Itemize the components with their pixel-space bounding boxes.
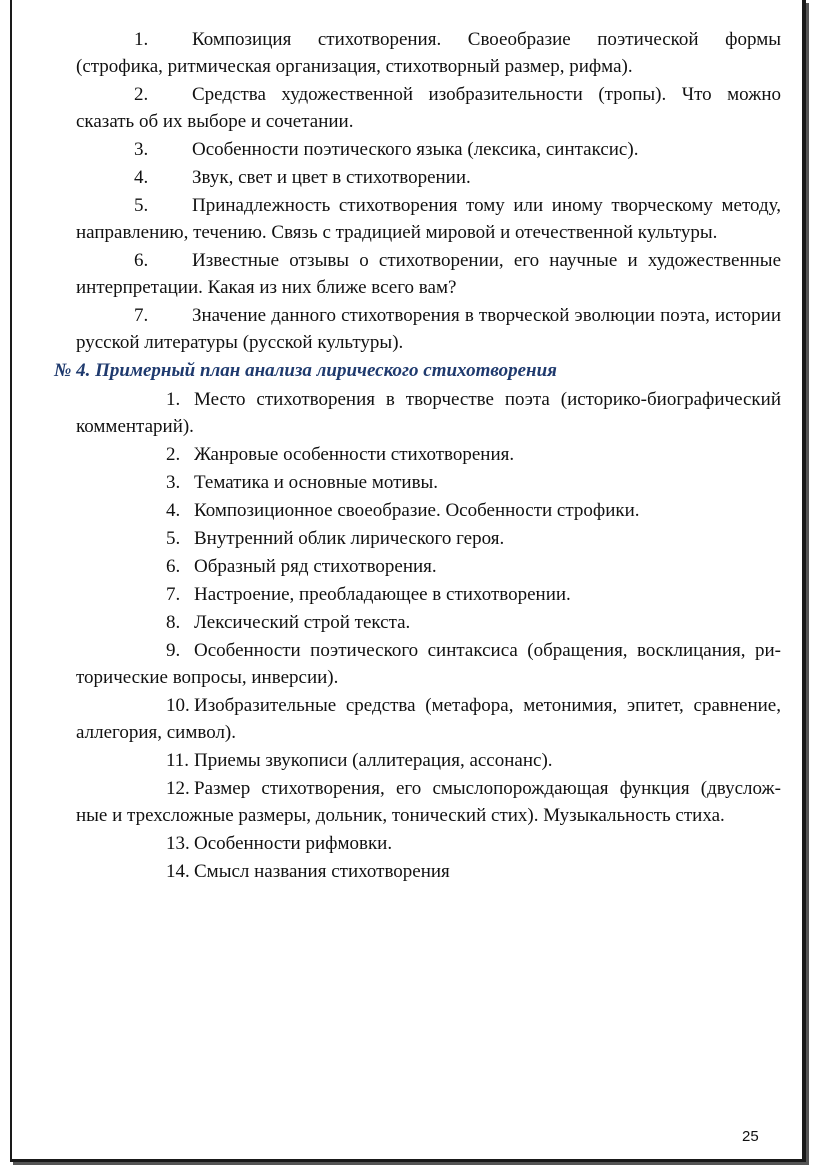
plan-item: 9. Особенности поэтического синтаксиса (обращения, восклицания, ри- торические вопросы, инверсии). bbox=[76, 640, 781, 688]
plan-item: 13. Особенности рифмовки. bbox=[166, 833, 393, 854]
plan-item: 3. Тематика и основные мотивы. bbox=[166, 472, 439, 493]
list-item: 5. Принадлежность стихотворения тому или иному творческому методу, направлению, течению. Связь с традицией мировой и отечественной культуры. bbox=[76, 195, 781, 243]
plan-item: 12. Размер стихотворения, его смыслопорождающая функция (двуслож- ные и трехсложные размеры, дольник, тонический стих). Музыкальность стиха. bbox=[76, 778, 781, 826]
section-heading: № 4. Примерный план анализа лирического стихотворения bbox=[54, 360, 557, 381]
document-page bbox=[10, 0, 806, 1162]
plan-item: 1. Место стихотворения в творчестве поэта (историко-биографический комментарий). bbox=[76, 389, 781, 437]
plan-item: 2. Жанровые особенности стихотворения. bbox=[166, 444, 515, 465]
plan-item: 5. Внутренний облик лирического героя. bbox=[166, 528, 505, 549]
list-item: 3. Особенности поэтического языка (лексика, синтаксис). bbox=[134, 139, 639, 160]
plan-item: 8. Лексический строй текста. bbox=[166, 612, 411, 633]
list-item: 1. Композиция стихотворения. Своеобразие поэтической формы (строфика, ритмическая организация, стихотворный размер, рифма). bbox=[76, 29, 781, 77]
page-content bbox=[54, 26, 781, 886]
plan-item: 6. Образный ряд стихотворения. bbox=[166, 556, 437, 577]
page-number: 25 bbox=[742, 1128, 759, 1145]
plan-item: 11. Приемы звукописи (аллитерация, ассонанс). bbox=[166, 750, 553, 771]
plan-item: 7. Настроение, преобладающее в стихотворении. bbox=[166, 584, 571, 605]
list-item: 4. Звук, свет и цвет в стихотворении. bbox=[134, 167, 471, 188]
plan-item: 14. Смысл названия стихотворения bbox=[166, 861, 450, 882]
plan-item: 10. Изобразительные средства (метафора, метонимия, эпитет, сравнение, аллегория, символ). bbox=[76, 695, 781, 743]
list-item: 7. Значение данного стихотворения в творческой эволюции поэта, истории русской литературы (русской культуры). bbox=[76, 305, 781, 353]
list-item: 2. Средства художественной изобразительности (тропы). Что можно сказать об их выборе и сочетании. bbox=[76, 84, 781, 132]
plan-item: 4. Композиционное своеобразие. Особенности строфики. bbox=[166, 500, 640, 521]
list-item: 6. Известные отзывы о стихотворении, его научные и художественные интерпретации. Какая из них ближе всего вам? bbox=[76, 250, 781, 298]
